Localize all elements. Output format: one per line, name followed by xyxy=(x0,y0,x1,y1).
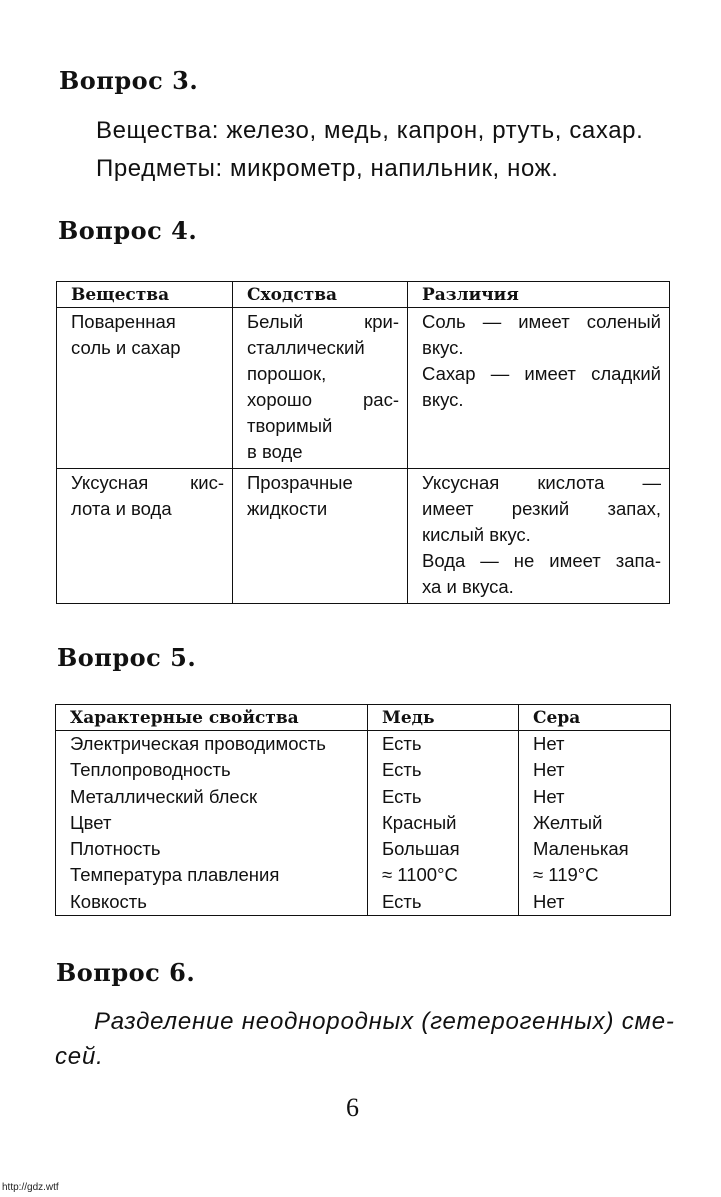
q4-comparison-table xyxy=(56,281,670,604)
cell-copper: Есть xyxy=(368,889,519,916)
column-header-properties: Характерные свойства xyxy=(56,705,368,731)
column-header-substances: Вещества xyxy=(57,282,233,308)
q5-heading: Вопрос 5. xyxy=(57,643,197,672)
cell-line: Сахар — имеет сладкий xyxy=(422,363,661,384)
cell-sulfur: Маленькая xyxy=(519,836,671,862)
table-row xyxy=(56,862,671,888)
cell-copper: Красный xyxy=(368,810,519,836)
cell-copper: Есть xyxy=(368,757,519,783)
q4-heading: Вопрос 4. xyxy=(58,216,198,245)
cell-sulfur: Нет xyxy=(519,784,671,810)
cell-substances xyxy=(57,308,233,469)
footer-link[interactable]: http://gdz.wtf xyxy=(2,1182,59,1193)
column-header-similarities: Сходства xyxy=(233,282,408,308)
table-row xyxy=(56,731,671,758)
q5-properties-table xyxy=(55,704,671,916)
q6-answer-line-1: Разделение неоднородных (гетерогенных) сме- xyxy=(94,1008,675,1035)
table-row xyxy=(56,889,671,916)
cell-line: Соль — имеет соленый xyxy=(422,311,661,332)
cell-line: Прозрачные xyxy=(247,472,353,493)
cell-line: вкус. xyxy=(422,337,464,358)
cell-line: соль и сахар xyxy=(71,337,181,358)
cell-line: творимый xyxy=(247,415,333,436)
q3-heading: Вопрос 3. xyxy=(59,66,199,95)
cell-differences xyxy=(408,308,670,469)
cell-substances xyxy=(57,469,233,604)
q6-heading: Вопрос 6. xyxy=(56,958,196,987)
cell-line: порошок, xyxy=(247,363,327,384)
cell-line: Поваренная xyxy=(71,311,176,332)
cell-copper: ≈ 1100°C xyxy=(368,862,519,888)
cell-property: Цвет xyxy=(56,810,368,836)
table-header-row xyxy=(56,705,671,731)
cell-line: кислый вкус. xyxy=(422,524,531,545)
cell-line: в воде xyxy=(247,441,303,462)
cell-property: Металлический блеск xyxy=(56,784,368,810)
cell-copper: Есть xyxy=(368,731,519,758)
cell-property: Теплопроводность xyxy=(56,757,368,783)
column-header-differences: Различия xyxy=(408,282,670,308)
table-row xyxy=(56,836,671,862)
column-header-sulfur: Сера xyxy=(519,705,671,731)
cell-line: Вода — не имеет запа- xyxy=(422,550,661,571)
cell-property: Электрическая проводимость xyxy=(56,731,368,758)
cell-line: Уксусная кислота — xyxy=(422,472,661,493)
cell-sulfur: Нет xyxy=(519,757,671,783)
cell-copper: Есть xyxy=(368,784,519,810)
cell-property: Плотность xyxy=(56,836,368,862)
table-row xyxy=(56,757,671,783)
table-row xyxy=(57,308,670,469)
cell-property: Ковкость xyxy=(56,889,368,916)
cell-similarity xyxy=(233,308,408,469)
table-row xyxy=(56,784,671,810)
cell-line: вкус. xyxy=(422,389,464,410)
cell-sulfur: Желтый xyxy=(519,810,671,836)
q3-substances-line: Вещества: железо, медь, капрон, ртуть, сахар. xyxy=(96,117,644,144)
column-header-copper: Медь xyxy=(368,705,519,731)
q3-objects-line: Предметы: микрометр, напильник, нож. xyxy=(96,155,559,182)
cell-property: Температура плавления xyxy=(56,862,368,888)
cell-differences xyxy=(408,469,670,604)
cell-line: имеет резкий запах, xyxy=(422,498,661,519)
cell-line: сталлический xyxy=(247,337,365,358)
cell-copper: Большая xyxy=(368,836,519,862)
cell-sulfur: Нет xyxy=(519,731,671,758)
table-row xyxy=(56,810,671,836)
q6-answer-line-2: сей. xyxy=(55,1043,104,1070)
table-header-row xyxy=(57,282,670,308)
cell-line: хорошо рас- xyxy=(247,389,399,410)
table-row xyxy=(57,469,670,604)
cell-line: лота и вода xyxy=(71,498,172,519)
cell-similarity xyxy=(233,469,408,604)
cell-line: жидкости xyxy=(247,498,328,519)
cell-sulfur: Нет xyxy=(519,889,671,916)
cell-line: Белый кри- xyxy=(247,311,399,332)
cell-line: Уксусная кис- xyxy=(71,472,224,493)
cell-sulfur: ≈ 119°C xyxy=(519,862,671,888)
page-number: 6 xyxy=(346,1093,359,1122)
cell-line: ха и вкуса. xyxy=(422,576,514,597)
